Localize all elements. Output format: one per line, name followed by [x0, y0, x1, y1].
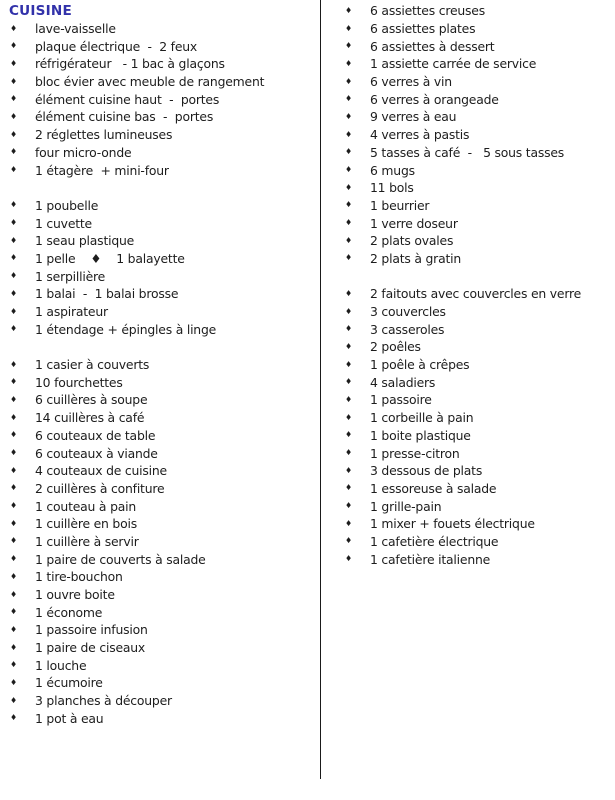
list-item-text: 6 verres à orangeade	[370, 91, 499, 107]
diamond-bullet-icon: ♦	[10, 501, 18, 511]
list-item-text: 1 cuillère à servir	[35, 533, 139, 549]
list-item-text: 1 balai - 1 balai brosse	[35, 286, 179, 302]
list-item-text: 10 fourchettes	[35, 374, 123, 390]
diamond-bullet-icon: ♦	[10, 94, 18, 104]
list-item-text: 1 louche	[35, 657, 87, 673]
list-item-text: 1 grille-pain	[370, 498, 442, 514]
diamond-bullet-icon: ♦	[10, 235, 18, 245]
list-item	[344, 232, 610, 250]
list-item	[344, 37, 610, 55]
diamond-bullet-icon: ♦	[10, 642, 18, 652]
list-item	[9, 267, 314, 285]
list-item-text: 6 cuillères à soupe	[35, 392, 148, 408]
diamond-bullet-icon: ♦	[345, 288, 353, 298]
diamond-bullet-icon: ♦	[345, 306, 353, 316]
list-item	[344, 550, 610, 568]
list-item	[9, 427, 314, 445]
list-item	[344, 338, 610, 356]
list-item	[344, 214, 610, 232]
list-item-text: 6 assiettes creuses	[370, 3, 485, 19]
diamond-bullet-icon: ♦	[10, 359, 18, 369]
list-item	[344, 427, 610, 445]
list-item	[9, 710, 314, 728]
diamond-bullet-icon: ♦	[345, 41, 353, 51]
diamond-bullet-icon: ♦	[10, 448, 18, 458]
diamond-bullet-icon: ♦	[345, 147, 353, 157]
diamond-bullet-icon: ♦	[10, 58, 18, 68]
list-item	[344, 285, 610, 303]
list-item-text: 1 assiette carrée de service	[370, 56, 537, 72]
list-item-text: 6 couteaux à viande	[35, 445, 158, 461]
diamond-bullet-icon: ♦	[345, 377, 353, 387]
section-gap	[9, 179, 314, 197]
section-gap	[344, 267, 610, 285]
list-item-text: 1 passoire	[370, 392, 432, 408]
list-item-text: 11 bols	[370, 180, 414, 196]
list-item-text: 1 étagère + mini-four	[35, 162, 169, 178]
diamond-bullet-icon: ♦	[10, 483, 18, 493]
diamond-bullet-icon: ♦	[10, 660, 18, 670]
diamond-bullet-icon: ♦	[345, 412, 353, 422]
diamond-bullet-icon: ♦	[10, 111, 18, 121]
diamond-bullet-icon: ♦	[345, 218, 353, 228]
list-item	[9, 373, 314, 391]
diamond-bullet-icon: ♦	[10, 677, 18, 687]
list-item-text: 1 cuvette	[35, 215, 92, 231]
list-item-text: 2 plats à gratin	[370, 250, 462, 266]
list-item-text: 1 pot à eau	[35, 710, 104, 726]
list-item	[9, 462, 314, 480]
list-item-text: 1 cuillère en bois	[35, 516, 137, 532]
list-item	[9, 656, 314, 674]
list-item	[344, 409, 610, 427]
list-item	[9, 586, 314, 604]
diamond-bullet-icon: ♦	[10, 589, 18, 599]
diamond-bullet-icon: ♦	[10, 713, 18, 723]
diamond-bullet-icon: ♦	[345, 235, 353, 245]
diamond-bullet-icon: ♦	[10, 695, 18, 705]
list-item	[344, 144, 610, 162]
list-item	[9, 320, 314, 338]
list-item	[9, 674, 314, 692]
list-item-text: 1 verre doseur	[370, 215, 458, 231]
diamond-bullet-icon: ♦	[10, 624, 18, 634]
list-item-text: 1 beurrier	[370, 197, 430, 213]
list-item-text: bloc évier avec meuble de rangement	[35, 74, 265, 90]
diamond-bullet-icon: ♦	[345, 200, 353, 210]
right-column	[344, 2, 610, 568]
diamond-bullet-icon: ♦	[10, 571, 18, 581]
list-item	[344, 2, 610, 20]
list-item-text: 1 cafetière électrique	[370, 533, 499, 549]
list-item-text: 1 écumoire	[35, 675, 103, 691]
list-item	[344, 320, 610, 338]
list-item	[9, 550, 314, 568]
diamond-bullet-icon: ♦	[345, 76, 353, 86]
diamond-bullet-icon: ♦	[345, 182, 353, 192]
list-item-text: 3 planches à découper	[35, 693, 172, 709]
diamond-bullet-icon: ♦	[345, 324, 353, 334]
diamond-bullet-icon: ♦	[10, 377, 18, 387]
list-item	[9, 391, 314, 409]
list-item	[344, 20, 610, 38]
diamond-bullet-icon: ♦	[10, 324, 18, 334]
diamond-bullet-icon: ♦	[10, 518, 18, 528]
list-item	[9, 214, 314, 232]
list-item	[344, 197, 610, 215]
diamond-bullet-icon: ♦	[345, 129, 353, 139]
list-item-text: lave-vaisselle	[35, 21, 116, 37]
list-item	[344, 161, 610, 179]
list-item	[9, 497, 314, 515]
list-item	[9, 515, 314, 533]
list-item-text: 6 mugs	[370, 162, 415, 178]
diamond-bullet-icon: ♦	[10, 218, 18, 228]
list-item	[344, 55, 610, 73]
list-item	[9, 692, 314, 710]
diamond-bullet-icon: ♦	[10, 147, 18, 157]
list-item-text: 6 verres à vin	[370, 74, 452, 90]
title-row	[9, 2, 314, 20]
list-item-text: 1 couteau à pain	[35, 498, 137, 514]
diamond-bullet-icon: ♦	[345, 253, 353, 263]
diamond-bullet-icon: ♦	[10, 23, 18, 33]
list-item	[9, 144, 314, 162]
page-title: CUISINE	[9, 2, 72, 19]
diamond-bullet-icon: ♦	[345, 394, 353, 404]
list-item-text: 1 boite plastique	[370, 427, 471, 443]
list-item	[9, 621, 314, 639]
list-item-text: 6 couteaux de table	[35, 427, 156, 443]
list-item	[344, 126, 610, 144]
diamond-bullet-icon: ♦	[10, 394, 18, 404]
diamond-bullet-icon: ♦	[10, 129, 18, 139]
list-item-text: 1 poubelle	[35, 197, 99, 213]
column-divider-line	[320, 0, 321, 779]
list-item	[344, 373, 610, 391]
diamond-bullet-icon: ♦	[345, 554, 353, 564]
list-item-text: four micro-onde	[35, 144, 132, 160]
list-item	[9, 108, 314, 126]
list-item-text: 1 aspirateur	[35, 304, 108, 320]
list-item	[9, 126, 314, 144]
list-item-text: 4 saladiers	[370, 374, 436, 390]
list-item-text: 1 passoire infusion	[35, 622, 148, 638]
diamond-bullet-icon: ♦	[10, 271, 18, 281]
list-item	[344, 497, 610, 515]
list-item-text: 6 assiettes plates	[370, 21, 476, 37]
list-item	[9, 20, 314, 38]
list-item-text: 1 presse-citron	[370, 445, 460, 461]
diamond-bullet-icon: ♦	[345, 359, 353, 369]
list-item	[9, 250, 314, 268]
diamond-bullet-icon: ♦	[10, 465, 18, 475]
diamond-bullet-icon: ♦	[345, 165, 353, 175]
list-item-text: 2 plats ovales	[370, 233, 454, 249]
list-item	[9, 603, 314, 621]
diamond-bullet-icon: ♦	[10, 412, 18, 422]
diamond-bullet-icon: ♦	[10, 288, 18, 298]
list-item-text: 4 couteaux de cuisine	[35, 463, 167, 479]
diamond-bullet-icon: ♦	[10, 41, 18, 51]
list-item	[344, 480, 610, 498]
diamond-bullet-icon: ♦	[345, 501, 353, 511]
list-item	[9, 37, 314, 55]
list-item-text: 1 pelle ♦ 1 balayette	[35, 250, 185, 266]
list-item-text: 1 économe	[35, 604, 103, 620]
diamond-bullet-icon: ♦	[345, 518, 353, 528]
diamond-bullet-icon: ♦	[345, 94, 353, 104]
list-item-text: 9 verres à eau	[370, 109, 457, 125]
list-item-text: 5 tasses à café - 5 sous tasses	[370, 144, 565, 160]
list-item-text: 2 faitouts avec couvercles en verre	[370, 286, 582, 302]
list-item-text: réfrigérateur - 1 bac à glaçons	[35, 56, 225, 72]
list-item-text: 1 étendage + épingles à linge	[35, 321, 217, 337]
diamond-bullet-icon: ♦	[10, 76, 18, 86]
list-item-text: 1 ouvre boite	[35, 587, 115, 603]
list-item-text: 1 casier à couverts	[35, 357, 150, 373]
list-item-text: 6 assiettes à dessert	[370, 38, 495, 54]
list-item-text: 1 paire de couverts à salade	[35, 551, 206, 567]
list-item-text: 2 cuillères à confiture	[35, 480, 165, 496]
list-item-text: élément cuisine bas - portes	[35, 109, 214, 125]
list-item	[9, 161, 314, 179]
diamond-bullet-icon: ♦	[10, 253, 18, 263]
list-item-text: 3 casseroles	[370, 321, 445, 337]
diamond-bullet-icon: ♦	[10, 607, 18, 617]
diamond-bullet-icon: ♦	[345, 448, 353, 458]
list-item	[9, 285, 314, 303]
list-item	[344, 462, 610, 480]
list-item	[9, 480, 314, 498]
list-item	[344, 391, 610, 409]
list-item	[9, 232, 314, 250]
list-item	[9, 197, 314, 215]
diamond-bullet-icon: ♦	[345, 23, 353, 33]
list-item-text: élément cuisine haut - portes	[35, 91, 220, 107]
list-item-text: 1 mixer + fouets électrique	[370, 516, 535, 532]
list-item	[344, 179, 610, 197]
list-item	[344, 73, 610, 91]
list-item-text: 2 poêles	[370, 339, 421, 355]
list-item	[344, 303, 610, 321]
diamond-bullet-icon: ♦	[345, 5, 353, 15]
diamond-bullet-icon: ♦	[10, 306, 18, 316]
list-item	[344, 250, 610, 268]
list-item	[344, 515, 610, 533]
section-gap	[9, 338, 314, 356]
diamond-bullet-icon: ♦	[345, 341, 353, 351]
list-item	[9, 303, 314, 321]
list-item	[9, 533, 314, 551]
list-item	[344, 108, 610, 126]
diamond-bullet-icon: ♦	[345, 58, 353, 68]
diamond-bullet-icon: ♦	[345, 536, 353, 546]
list-item	[344, 90, 610, 108]
diamond-bullet-icon: ♦	[10, 554, 18, 564]
list-item-text: 1 tire-bouchon	[35, 569, 123, 585]
diamond-bullet-icon: ♦	[345, 465, 353, 475]
left-column	[9, 2, 314, 727]
list-item	[344, 444, 610, 462]
list-item-text: 14 cuillères à café	[35, 410, 145, 426]
list-item	[9, 55, 314, 73]
list-item	[9, 356, 314, 374]
list-item	[9, 639, 314, 657]
list-item	[9, 444, 314, 462]
diamond-bullet-icon: ♦	[10, 536, 18, 546]
list-item-text: 3 couvercles	[370, 304, 446, 320]
list-item	[9, 409, 314, 427]
list-item-text: 2 réglettes lumineuses	[35, 127, 173, 143]
list-item	[344, 356, 610, 374]
diamond-bullet-icon: ♦	[345, 111, 353, 121]
list-item-text: 1 paire de ciseaux	[35, 640, 146, 656]
list-item-text: 1 serpillière	[35, 268, 106, 284]
list-item-text: 1 poêle à crêpes	[370, 357, 470, 373]
diamond-bullet-icon: ♦	[10, 165, 18, 175]
list-item	[344, 533, 610, 551]
list-item-text: 1 essoreuse à salade	[370, 480, 497, 496]
list-item-text: 3 dessous de plats	[370, 463, 483, 479]
list-item-text: 4 verres à pastis	[370, 127, 470, 143]
list-item-text: 1 seau plastique	[35, 233, 135, 249]
list-item	[9, 73, 314, 91]
list-item-text: plaque électrique - 2 feux	[35, 38, 198, 54]
diamond-bullet-icon: ♦	[10, 430, 18, 440]
list-item	[9, 90, 314, 108]
list-item-text: 1 corbeille à pain	[370, 410, 474, 426]
diamond-bullet-icon: ♦	[345, 483, 353, 493]
diamond-bullet-icon: ♦	[10, 200, 18, 210]
diamond-bullet-icon: ♦	[345, 430, 353, 440]
list-item-text: 1 cafetière italienne	[370, 551, 491, 567]
list-item	[9, 568, 314, 586]
